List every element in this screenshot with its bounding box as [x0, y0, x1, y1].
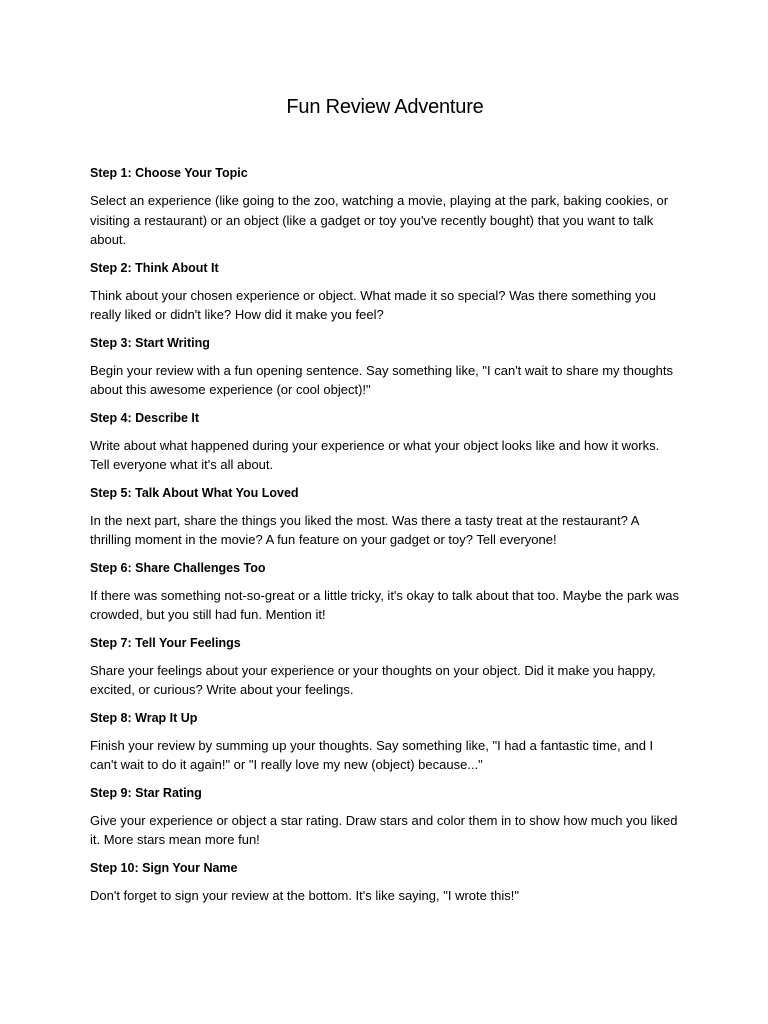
- step-body: Select an experience (like going to the zoo, watching a movie, playing at the park, baking cookies, or visiting a restaurant) or an object (like a gadget or toy you've recently bought) that you want to talk about.: [90, 193, 669, 247]
- step-heading: Step 7: Tell Your Feelings: [90, 635, 241, 650]
- page-title: Fun Review Adventure: [286, 96, 484, 118]
- step-heading: Step 5: Talk About What You Loved: [90, 485, 299, 500]
- step-body: Write about what happened during your experience or what your object looks like and how it works. Tell everyone what it's all about.: [90, 437, 660, 472]
- step-1: [90, 165, 680, 250]
- step-body: Share your feelings about your experience or your thoughts on your object. Did it make you happy, excited, or curious? Write about your feelings.: [90, 662, 656, 697]
- step-heading: Step 4: Describe It: [90, 410, 200, 425]
- step-body: Don't forget to sign your review at the bottom. It's like saying, "I wrote this!": [90, 887, 519, 903]
- step-heading: Step 6: Share Challenges Too: [90, 560, 266, 575]
- step-2: [90, 260, 680, 325]
- step-heading: Step 3: Start Writing: [90, 335, 210, 350]
- step-6: [90, 560, 680, 625]
- step-body: Give your experience or object a star rating. Draw stars and color them in to show how much you liked it. More stars mean more fun!: [90, 812, 678, 847]
- step-8: [90, 710, 680, 775]
- step-5: [90, 485, 680, 550]
- step-body: Finish your review by summing up your thoughts. Say something like, "I had a fantastic time, and I can't wait to do it again!" or "I really love my new (object) because...": [90, 737, 654, 772]
- step-body: In the next part, share the things you liked the most. Was there a tasty treat at the restaurant? A thrilling moment in the movie? A fun feature on your gadget or toy? Tell everyone!: [90, 512, 639, 547]
- step-10: [90, 860, 680, 906]
- step-heading: Step 2: Think About It: [90, 260, 219, 275]
- step-3: [90, 335, 680, 400]
- step-7: [90, 635, 680, 700]
- step-body: If there was something not-so-great or a little tricky, it's okay to talk about that too. Maybe the park was crowded, but you still had fun. Mention it!: [90, 587, 679, 622]
- step-4: [90, 410, 680, 475]
- step-heading: Step 8: Wrap It Up: [90, 710, 198, 725]
- step-heading: Step 9: Star Rating: [90, 785, 202, 800]
- step-body: Think about your chosen experience or object. What made it so special? Was there something you really liked or didn't like? How did it make you feel?: [90, 287, 657, 322]
- step-heading: Step 10: Sign Your Name: [90, 860, 238, 875]
- step-heading: Step 1: Choose Your Topic: [90, 166, 248, 180]
- step-body: Begin your review with a fun opening sentence. Say something like, "I can't wait to share my thoughts about this awesome experience (or cool object)!": [90, 362, 674, 397]
- step-9: [90, 785, 680, 850]
